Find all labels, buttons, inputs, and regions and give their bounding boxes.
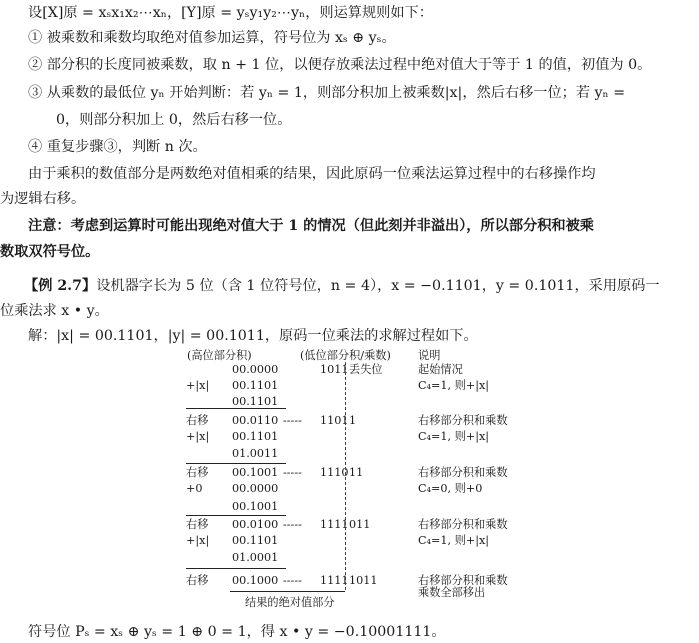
row-note: 右移部分积和乘数 xyxy=(418,574,508,587)
lost-bit-divider xyxy=(345,362,346,590)
note-line-1: 注意：考虑到运算时可能出现绝对值大于 1 的情况（但此刻并非溢出），所以部分积和被乘 xyxy=(28,218,594,234)
row-note: C₄=1, 则+|x| xyxy=(418,379,490,392)
header-note: 说明 xyxy=(418,349,441,362)
row-high-partial-product: 00.0000 xyxy=(232,363,279,376)
row-note: C₄=0, 则+0 xyxy=(418,482,483,495)
example-line-2: 位乘法求 x • y。 xyxy=(0,303,109,319)
row-multiplier: 1111 xyxy=(320,574,349,587)
header-low: (低位部分积/乘数) xyxy=(300,349,391,362)
row-multiplier: 1111 xyxy=(320,518,349,531)
row-operation: +|x| xyxy=(186,534,210,547)
rule-4: ④ 重复步骤③，判断 n 次。 xyxy=(28,139,207,155)
sum-rule xyxy=(186,515,286,516)
row-high-partial-product: 00.1001 xyxy=(232,466,279,479)
rule-3b: 0，则部分积加上 0，然后右移一位。 xyxy=(56,112,292,128)
paragraph-line-1: 由于乘积的数值部分是两数绝对值相乘的结果，因此原码一位乘法运算过程中的右移操作均 xyxy=(28,166,596,182)
row-multiplier: 1011 xyxy=(320,363,349,376)
row-shift-arrow: ----- xyxy=(283,518,302,531)
rule-2: ② 部分积的长度同被乘数，取 n + 1 位，以便存放乘法过程中绝对值大于等于 1 的值，初值为 0。 xyxy=(28,57,652,73)
row-note: 右移部分积和乘数 xyxy=(418,518,508,531)
note-line-2: 数取双符号位。 xyxy=(0,244,100,260)
example-line-1 xyxy=(24,275,699,297)
row-high-partial-product: 01.0001 xyxy=(232,551,279,564)
header-high: (高位部分积) xyxy=(187,349,252,362)
row-operation: +0 xyxy=(186,482,203,495)
row-operation: 右移 xyxy=(186,574,209,587)
row-operation: 右移 xyxy=(186,518,209,531)
example-text: 设机器字长为 5 位（含 1 位符号位，n = 4），x = −0.1101，y = 0.1011，采用原码一 xyxy=(96,278,660,294)
row-operation: 右移 xyxy=(186,414,209,427)
row-operation: +|x| xyxy=(186,379,210,392)
row-shift-arrow: ----- xyxy=(283,466,302,479)
row-high-partial-product: 00.1101 xyxy=(232,379,279,392)
row-note: C₄=1, 则+|x| xyxy=(418,534,490,547)
result-line: 符号位 Pₛ = xₛ ⊕ yₛ = 1 ⊕ 0 = 1，得 x • y = −0.10001111。 xyxy=(28,624,446,640)
row-operation: 右移 xyxy=(186,466,209,479)
row-note: 右移部分积和乘数 xyxy=(418,466,508,479)
sum-rule xyxy=(186,568,286,569)
row-lost-bits: 011 xyxy=(349,518,371,531)
result-bracket xyxy=(230,591,345,592)
row-high-partial-product: 00.1101 xyxy=(232,534,279,547)
row-lost-bits: 1011 xyxy=(349,574,378,587)
row-note: C₄=1, 则+|x| xyxy=(418,430,490,443)
row-high-partial-product: 00.0110 xyxy=(232,414,279,427)
row-high-partial-product: 00.1000 xyxy=(232,574,279,587)
row-note: 乘数全部移出 xyxy=(418,586,486,599)
row-shift-arrow: ----- xyxy=(283,574,302,587)
row-operation: +|x| xyxy=(186,430,210,443)
row-high-partial-product: 00.1101 xyxy=(232,395,279,408)
paragraph-line-2: 为逻辑右移。 xyxy=(0,191,86,207)
row-multiplier: 1101 xyxy=(320,414,349,427)
row-high-partial-product: 00.1101 xyxy=(232,430,279,443)
sum-rule xyxy=(186,463,286,464)
solution-line: 解：|x| = 00.1101，|y| = 00.1011，原码一位乘法的求解过程如下。 xyxy=(28,328,478,344)
row-high-partial-product: 00.0100 xyxy=(232,518,279,531)
sum-rule xyxy=(186,408,286,409)
row-high-partial-product: 00.1001 xyxy=(232,500,279,513)
row-lost-bits: 11 xyxy=(349,466,364,479)
row-high-partial-product: 00.0000 xyxy=(232,482,279,495)
row-note: 起始情况 xyxy=(418,363,463,376)
row-lost-bits: 丢失位 xyxy=(349,363,383,376)
example-tag: 【例 2.7】 xyxy=(24,278,97,294)
row-multiplier: 1110 xyxy=(320,466,349,479)
row-shift-arrow: ----- xyxy=(283,414,302,427)
result-caption: 结果的绝对值部分 xyxy=(245,596,335,609)
rule-1: ① 被乘数和乘数均取绝对值参加运算，符号位为 xₛ ⊕ yₛ。 xyxy=(28,30,396,46)
row-lost-bits: 1 xyxy=(349,414,357,427)
row-high-partial-product: 01.0011 xyxy=(232,447,279,460)
rule-3a: ③ 从乘数的最低位 yₙ 开始判断：若 yₙ = 1，则部分积加上被乘数|x|，然后右移一位；若 yₙ = xyxy=(28,85,626,101)
rule-preamble: 设[X]原 = xₛx₁x₂⋯xₙ，[Y]原 = yₛy₁y₂⋯yₙ，则运算规则如下： xyxy=(28,5,433,21)
row-note: 右移部分积和乘数 xyxy=(418,414,508,427)
